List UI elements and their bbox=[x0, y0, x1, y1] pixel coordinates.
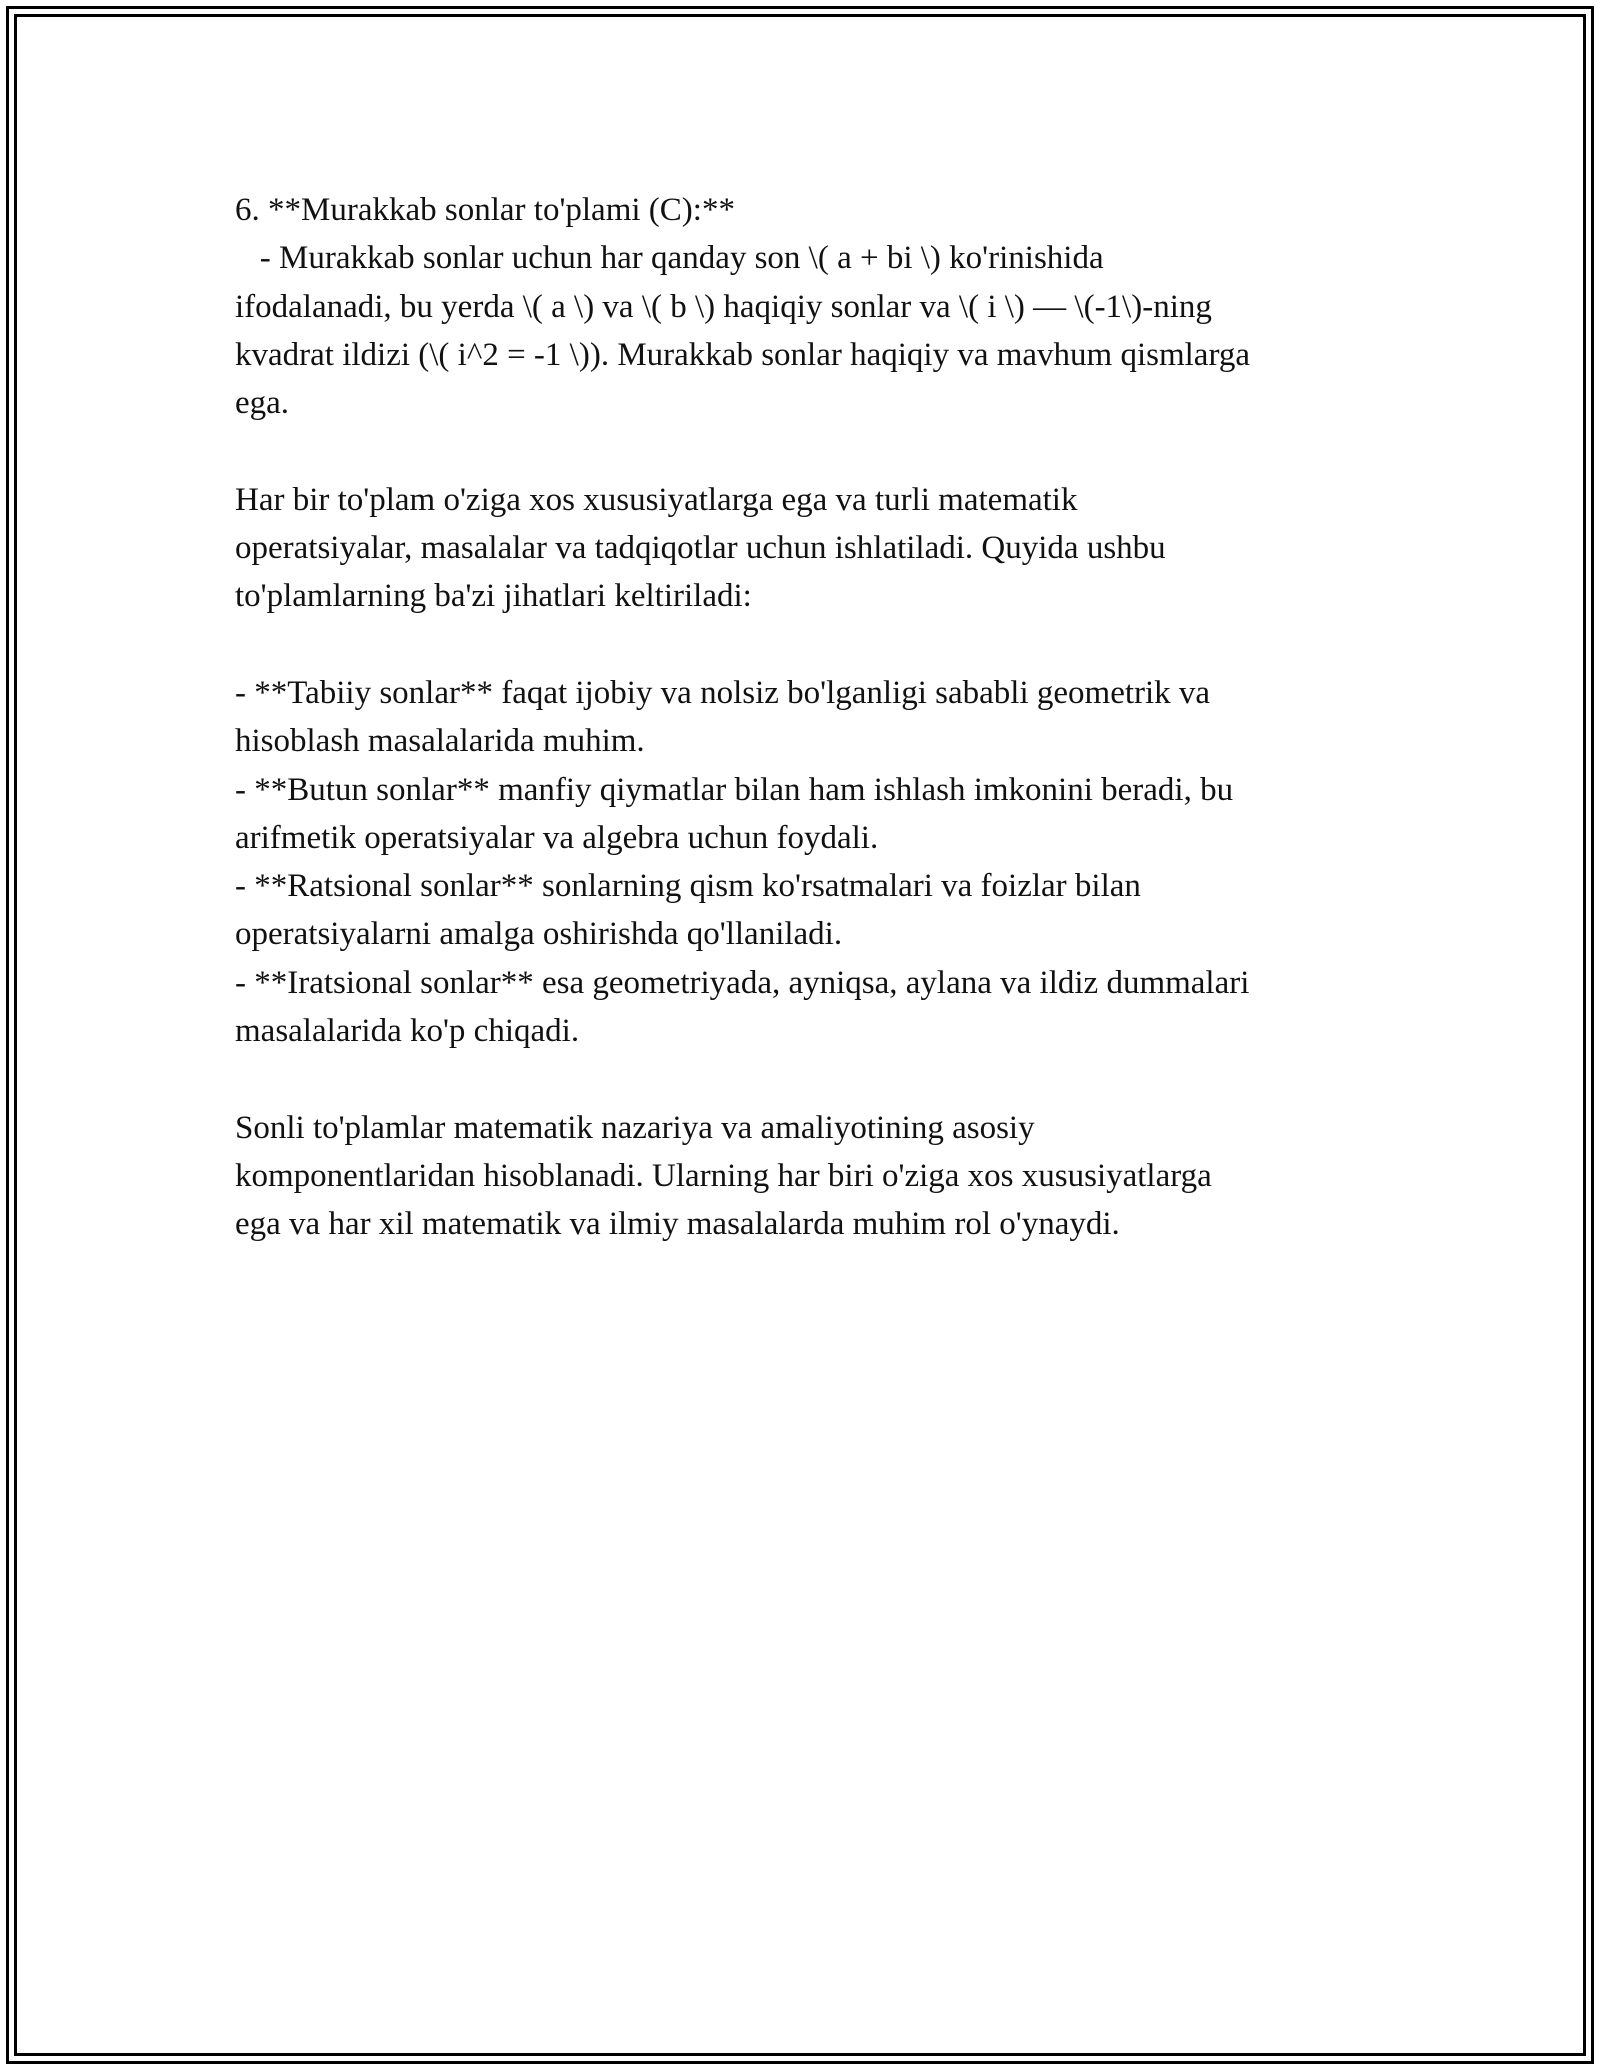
bullet-line: hisoblash masalalarida muhim. bbox=[235, 723, 645, 760]
paragraph-gap bbox=[235, 1055, 1375, 1103]
section-text-line: ega. bbox=[235, 385, 290, 422]
conclusion-paragraph-line: Sonli to'plamlar matematik nazariya va amaliyotining asosiy bbox=[235, 1109, 1035, 1146]
bullet-line: masalalarida ko'p chiqadi. bbox=[235, 1013, 580, 1050]
bullet-line: arifmetik operatsiyalar va algebra uchun foydali. bbox=[235, 819, 879, 856]
intro-paragraph-line: Har bir to'plam o'ziga xos xususiyatlarga ega va turli matematik bbox=[235, 481, 1078, 518]
section-heading: 6. **Murakkab sonlar to'plami (C):** bbox=[235, 192, 735, 228]
bullet-line: - **Ratsional sonlar** sonlarning qism ko'rsatmalari va foizlar bilan bbox=[235, 868, 1141, 905]
paragraph-gap bbox=[235, 621, 1375, 669]
section-text-line: - Murakkab sonlar uchun har qanday son \( a + bi \) ko'rinishida bbox=[235, 240, 1104, 277]
bullet-line: - **Iratsional sonlar** esa geometriyada, ayniqsa, aylana va ildiz dummalari bbox=[235, 964, 1250, 1001]
paragraph-gap bbox=[235, 427, 1375, 475]
bullet-line: - **Tabiiy sonlar** faqat ijobiy va nolsiz bo'lganligi sababli geometrik va bbox=[235, 674, 1211, 711]
section-text-line: kvadrat ildizi (\( i^2 = -1 \)). Murakkab sonlar haqiqiy va mavhum qismlarga bbox=[235, 336, 1250, 373]
conclusion-paragraph-line: ega va har xil matematik va ilmiy masalalarda muhim rol o'ynaydi. bbox=[235, 1206, 1120, 1243]
intro-paragraph-line: to'plamlarning ba'zi jihatlari keltiriladi: bbox=[235, 578, 752, 615]
bullet-line: operatsiyalarni amalga oshirishda qo'llaniladi. bbox=[235, 916, 843, 953]
document-body bbox=[235, 186, 1375, 1249]
conclusion-paragraph-line: komponentlaridan hisoblanadi. Ularning har biri o'ziga xos xususiyatlarga bbox=[235, 1157, 1212, 1194]
section-text-line: ifodalanadi, bu yerda \( a \) va \( b \) haqiqiy sonlar va \( i \) — \(-1\)-ning bbox=[235, 288, 1212, 325]
bullet-line: - **Butun sonlar** manfiy qiymatlar bilan ham ishlash imkonini beradi, bu bbox=[235, 771, 1234, 808]
intro-paragraph-line: operatsiyalar, masalalar va tadqiqotlar uchun ishlatiladi. Quyida ushbu bbox=[235, 530, 1166, 567]
